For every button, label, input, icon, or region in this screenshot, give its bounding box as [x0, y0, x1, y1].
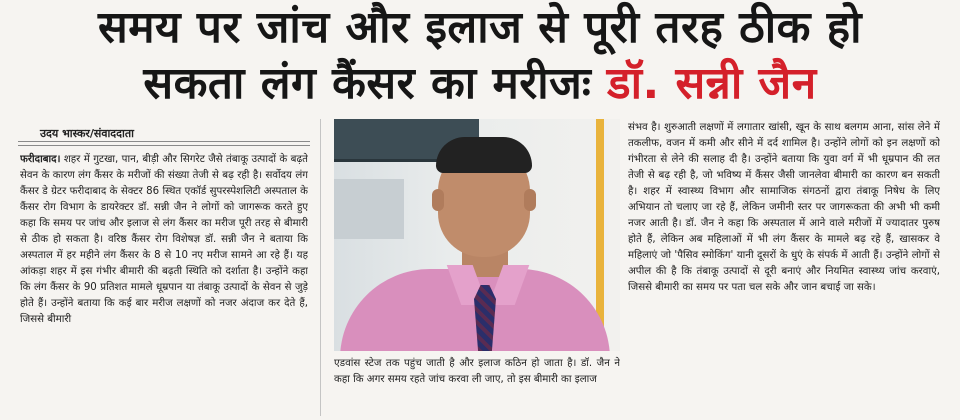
article-column-middle: एडवांस स्टेज तक पहुंच जाती है और इलाज कठिन हो जाता है। डॉ. जैन ने कहा कि अगर समय रहते जांच करवा ली जाए, तो इस बीमारी का इलाज	[334, 358, 620, 385]
hair-shape	[436, 137, 532, 173]
headline-line-1: समय पर जांच और इलाज से पूरी तरह ठीक हो	[98, 2, 862, 53]
ear-left-shape	[432, 189, 444, 211]
headline-line-2-text: सकता लंग कैंसर का मरीजः	[143, 58, 592, 109]
column-divider	[320, 119, 321, 416]
headline-doctor-name: डॉ. सन्नी जैन	[607, 58, 817, 109]
shelf-shape	[334, 179, 404, 239]
doctor-photo	[334, 119, 620, 351]
headline-line-2	[0, 58, 960, 109]
byline: उदय भास्कर/संवाददाता	[40, 127, 134, 140]
article-column-left	[20, 152, 308, 416]
article-left-text: शहर में गुटखा, पान, बीड़ी और सिगरेट जैसे तंबाकू उत्पादों के बढ़ते सेवन के कारण लंग कैंसर के मरीजों की संख्या तेजी से बढ़ रही है। सर्वोदय लंग कैंसर डे ग्रेटर फरीदाबाद के सेक्टर 86 स्थित एकॉर्ड सुपरस्पेशलिटी अस्पताल के कैंसर रोग विभाग के डायरेक्टर डॉ. सन्नी जैन ने लोगों को जागरूक करते हुए कहा कि समय पर जांच और इलाज से लंग कैंसर का मरीज पूरी तरह से बीमारी से ठीक हो सकता है। वरिष्ठ कैंसर रोग विशेषज्ञ डॉ. सन्नी जैन ने बताया कि अस्पताल में हर महीने लंग कैंसर के 8 से 10 नए मरीज सामने आ रहे हैं। यह आंकड़ा शहर में इस गंभीर बीमारी की बढ़ती स्थिति को दर्शाता है। उन्होंने कहा कि लंग कैंसर के 90 प्रतिशत मामले धूम्रपान या तंबाकू उत्पादों के सेवन से जुड़े होते हैं। उन्होंने बताया कि कई बार मरीज लक्षणों को नजर अंदाज कर देते हैं, जिससे बीमारी	[20, 154, 308, 325]
article-column-right: संभव है। शुरुआती लक्षणों में लगातार खांसी, खून के साथ बलगम आना, सांस लेने में तकलीफ, वजन में कमी और सीने में दर्द शामिल है। उन्होंने लोगों को इन लक्षणों को गंभीरता से लेने की सलाह दी है। उन्होंने बताया कि युवा वर्ग में भी धूम्रपान की लत तेजी से बढ़ रही है, जो भविष्य में कैंसर जैसी जानलेवा बीमारी का कारण बन सकती है। शहर में स्वास्थ्य विभाग और सामाजिक संगठनों द्वारा तंबाकू निषेध के लिए अभियान तो चलाए जा रहे हैं, लेकिन जमीनी स्तर पर जागरूकता की अभी भी कमी नजर आती है। डॉ. जैन ने कहा कि अस्पताल में आने वाले मरीजों में ज्यादातर पुरुष होते हैं, लेकिन अब महिलाओं में भी लंग कैंसर के मामले बढ़ रहे हैं, खासकर वे महिलाएं जो 'पैसिव स्मोकिंग' यानी दूसरों के धुएं के संपर्क में आती हैं। उन्होंने लोगों से अपील की है कि तंबाकू उत्पादों से दूरी बनाएं और नियमित स्वास्थ्य जांच करवाएं, जिससे बीमारी का समय पर पता चल सके और जान बचाई जा सके।	[628, 122, 940, 293]
byline-rule	[18, 141, 310, 142]
ear-right-shape	[524, 189, 536, 211]
byline-rule-secondary	[18, 145, 310, 146]
article-dateline: फरीदाबाद।	[20, 154, 61, 165]
